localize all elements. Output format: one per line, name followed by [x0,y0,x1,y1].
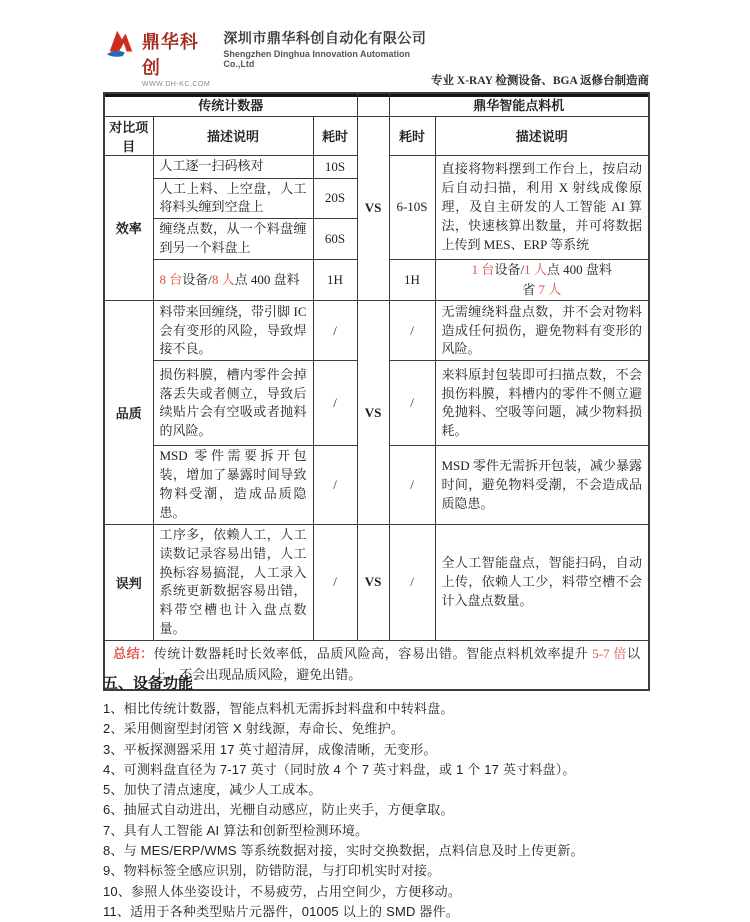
feature-item-6: 6、抽屉式自动进出，光栅自动感应，防止夹手，方便拿取。 [103,802,454,818]
logo-texts [142,28,214,88]
col-header-desc-right: 描述说明 [435,116,649,155]
logo-block [104,26,213,88]
efficiency-left-time-4: 1H [313,260,357,301]
highlight-5-7x: 5-7 倍 [592,645,627,661]
section-label-quality: 品质 [104,301,153,524]
features-section [103,672,663,922]
section-label-efficiency: 效率 [104,155,153,301]
feature-item-5: 5、加快了清点速度，减少人工成本。 [103,782,322,798]
efficiency-right-line-1 [436,260,649,280]
text-400-trays-right: 点 400 盘料 [546,262,612,278]
quality-left-time-3: / [313,446,357,524]
group-header-gap-cell [357,93,389,116]
feature-item-11: 11、适用于各种类型贴片元器件，01005 以上的 SMD 器件。 [103,903,459,919]
comparison-table [103,92,650,691]
quality-right-time-1: / [389,301,435,361]
efficiency-left-time-3: 60S [313,219,357,260]
efficiency-right-time: 6-10S [389,155,435,260]
feature-item-9: 9、物料标签全感应识别，防错防混，与打印机实时对接。 [103,863,441,879]
highlight-7-people: 7 人 [538,282,562,298]
feature-item-2: 2、采用侧窗型封闭管 X 射线源，寿命长、免维护。 [103,721,405,737]
quality-right-time-2: / [389,361,435,446]
efficiency-left-desc-1: 人工逐一扫码核对 [153,155,313,178]
efficiency-left-desc-4 [153,260,313,301]
efficiency-right-line-2 [436,280,649,300]
logo-website-text: WWW.DH-KC.COM [141,81,211,88]
table-column-header-row [104,116,649,155]
feature-item-1: 1、相比传统计数器，智能点料机无需拆封料盘和中转料盘。 [103,701,454,716]
section-label-misjudge: 误判 [104,524,153,640]
col-header-time-left: 耗时 [313,116,357,155]
group-header-dinghua: 鼎华智能点料机 [389,93,649,116]
feature-item-3: 3、平板探测器采用 17 英寸超清屏，成像清晰，无变形。 [103,741,437,757]
efficiency-left-desc-2: 人工上料、上空盘，人工将料头缠到空盘上 [153,178,313,219]
company-logo-icon [104,26,138,60]
letterhead [104,26,649,97]
highlight-1-person: 1 人 [524,262,547,278]
misjudge-right-desc: 全人工智能盘点，智能扫码，自动上传，依赖人工少，料带空槽不会计入盘点数量。 [435,524,649,640]
quality-left-desc-2: 损伤料膜，槽内零件会掉落丢失或者侧立，导致后续贴片会有空吸或者抛料的风险。 [153,361,313,446]
text-devices: 设备/ [182,271,212,287]
vs-cell-misjudge: VS [357,524,389,640]
misjudge-left-desc: 工序多，依赖人工，人工读数记录容易出错，人工换标容易搞混，人工录入系统更新数据容易出错，料带空槽也计入盘点数量。 [153,524,313,640]
text-save: 省 [522,282,539,298]
quality-right-desc-2: 来料原封包装即可扫描点数，不会损伤料膜，料槽内的零件不侧立避免抛料、空吸等问题，减少物料损耗。 [435,361,649,446]
text-devices-right: 设备/ [494,262,525,278]
quality-right-desc-3: MSD 零件无需拆开包装，减少暴露时间，避免物料受潮，不会造成品质隐患。 [435,446,649,524]
table-group-header-row [104,93,649,116]
efficiency-left-time-1: 10S [313,155,357,178]
company-name-block [223,28,431,69]
quality-left-time-1: / [313,301,357,361]
vs-cell-efficiency: VS [357,116,389,301]
quality-row-1 [104,301,649,361]
efficiency-right-time-4: 1H [389,260,435,301]
quality-left-desc-1: 料带来回缠绕，带引脚 IC 会有变形的风险，导致焊接不良。 [153,301,313,361]
company-slogan: 专业 X-RAY 检测设备、BGA 返修台制造商 [431,75,649,87]
company-name-en: Shengzhen Dinghua Innovation Automation Co.,Ltd [223,49,411,69]
col-header-item: 对比项目 [104,116,153,155]
quality-right-time-3: / [389,446,435,524]
group-header-traditional: 传统计数器 [104,93,357,116]
vs-cell-quality: VS [357,301,389,524]
efficiency-left-time-2: 20S [313,178,357,219]
efficiency-right-desc: 直接将物料摆到工作台上，按启动后自动扫描，利用 X 射线成像原理，及自主研发的人工智能 AI 算法，快速核算出数量，并可将数据上传到 MES、ERP 等系统 [435,155,649,260]
efficiency-left-desc-3: 缠绕点数，从一个料盘缠到另一个料盘上 [153,219,313,260]
col-header-time-right: 耗时 [389,116,435,155]
col-header-desc-left: 描述说明 [153,116,313,155]
misjudge-left-time: / [313,524,357,640]
highlight-1-unit: 1 台 [471,262,495,278]
quality-left-desc-3: MSD 零件需要拆开包装，增加了暴露时间导致物料受潮，造成品质隐患。 [153,446,313,524]
feature-item-7: 7、具有人工智能 AI 算法和创新型检测环境。 [103,822,369,838]
highlight-8-units: 8 台 [159,271,183,287]
feature-item-8: 8、与 MES/ERP/WMS 等系统数据对接，实时交换数据，点料信息及时上传更新。 [103,843,584,859]
logo-brand-text: 鼎华科创 [141,32,199,78]
quality-right-desc-1: 无需缠绕料盘点数，并不会对物料造成任何损伤，避免物料有变形的风险。 [435,301,649,361]
company-name-cn: 深圳市鼎华科创自动化有限公司 [223,30,427,46]
misjudge-row [104,524,649,640]
summary-label: 总结： [113,645,154,661]
misjudge-right-time: / [389,524,435,640]
text-400-trays: 点 400 盘料 [234,271,300,287]
feature-item-4: 4、可测料盘直径为 7-17 英寸（同时放 4 个 7 英寸料盘，或 1 个 17 英寸料盘）。 [103,761,576,777]
summary-body-2: 以上，不会出现品质风险，避免出错。 [153,645,640,682]
efficiency-right-desc-4 [435,260,649,301]
features-heading: 五、设备功能 [103,675,194,692]
highlight-8-people: 8 人 [211,271,235,287]
feature-item-10: 10、参照人体坐姿设计，不易疲劳，占用空间少，方便移动。 [103,883,462,899]
summary-body-1: 传统计数器耗时长效率低，品质风险高，容易出错。智能点料机效率提升 [153,645,593,661]
quality-left-time-2: / [313,361,357,446]
